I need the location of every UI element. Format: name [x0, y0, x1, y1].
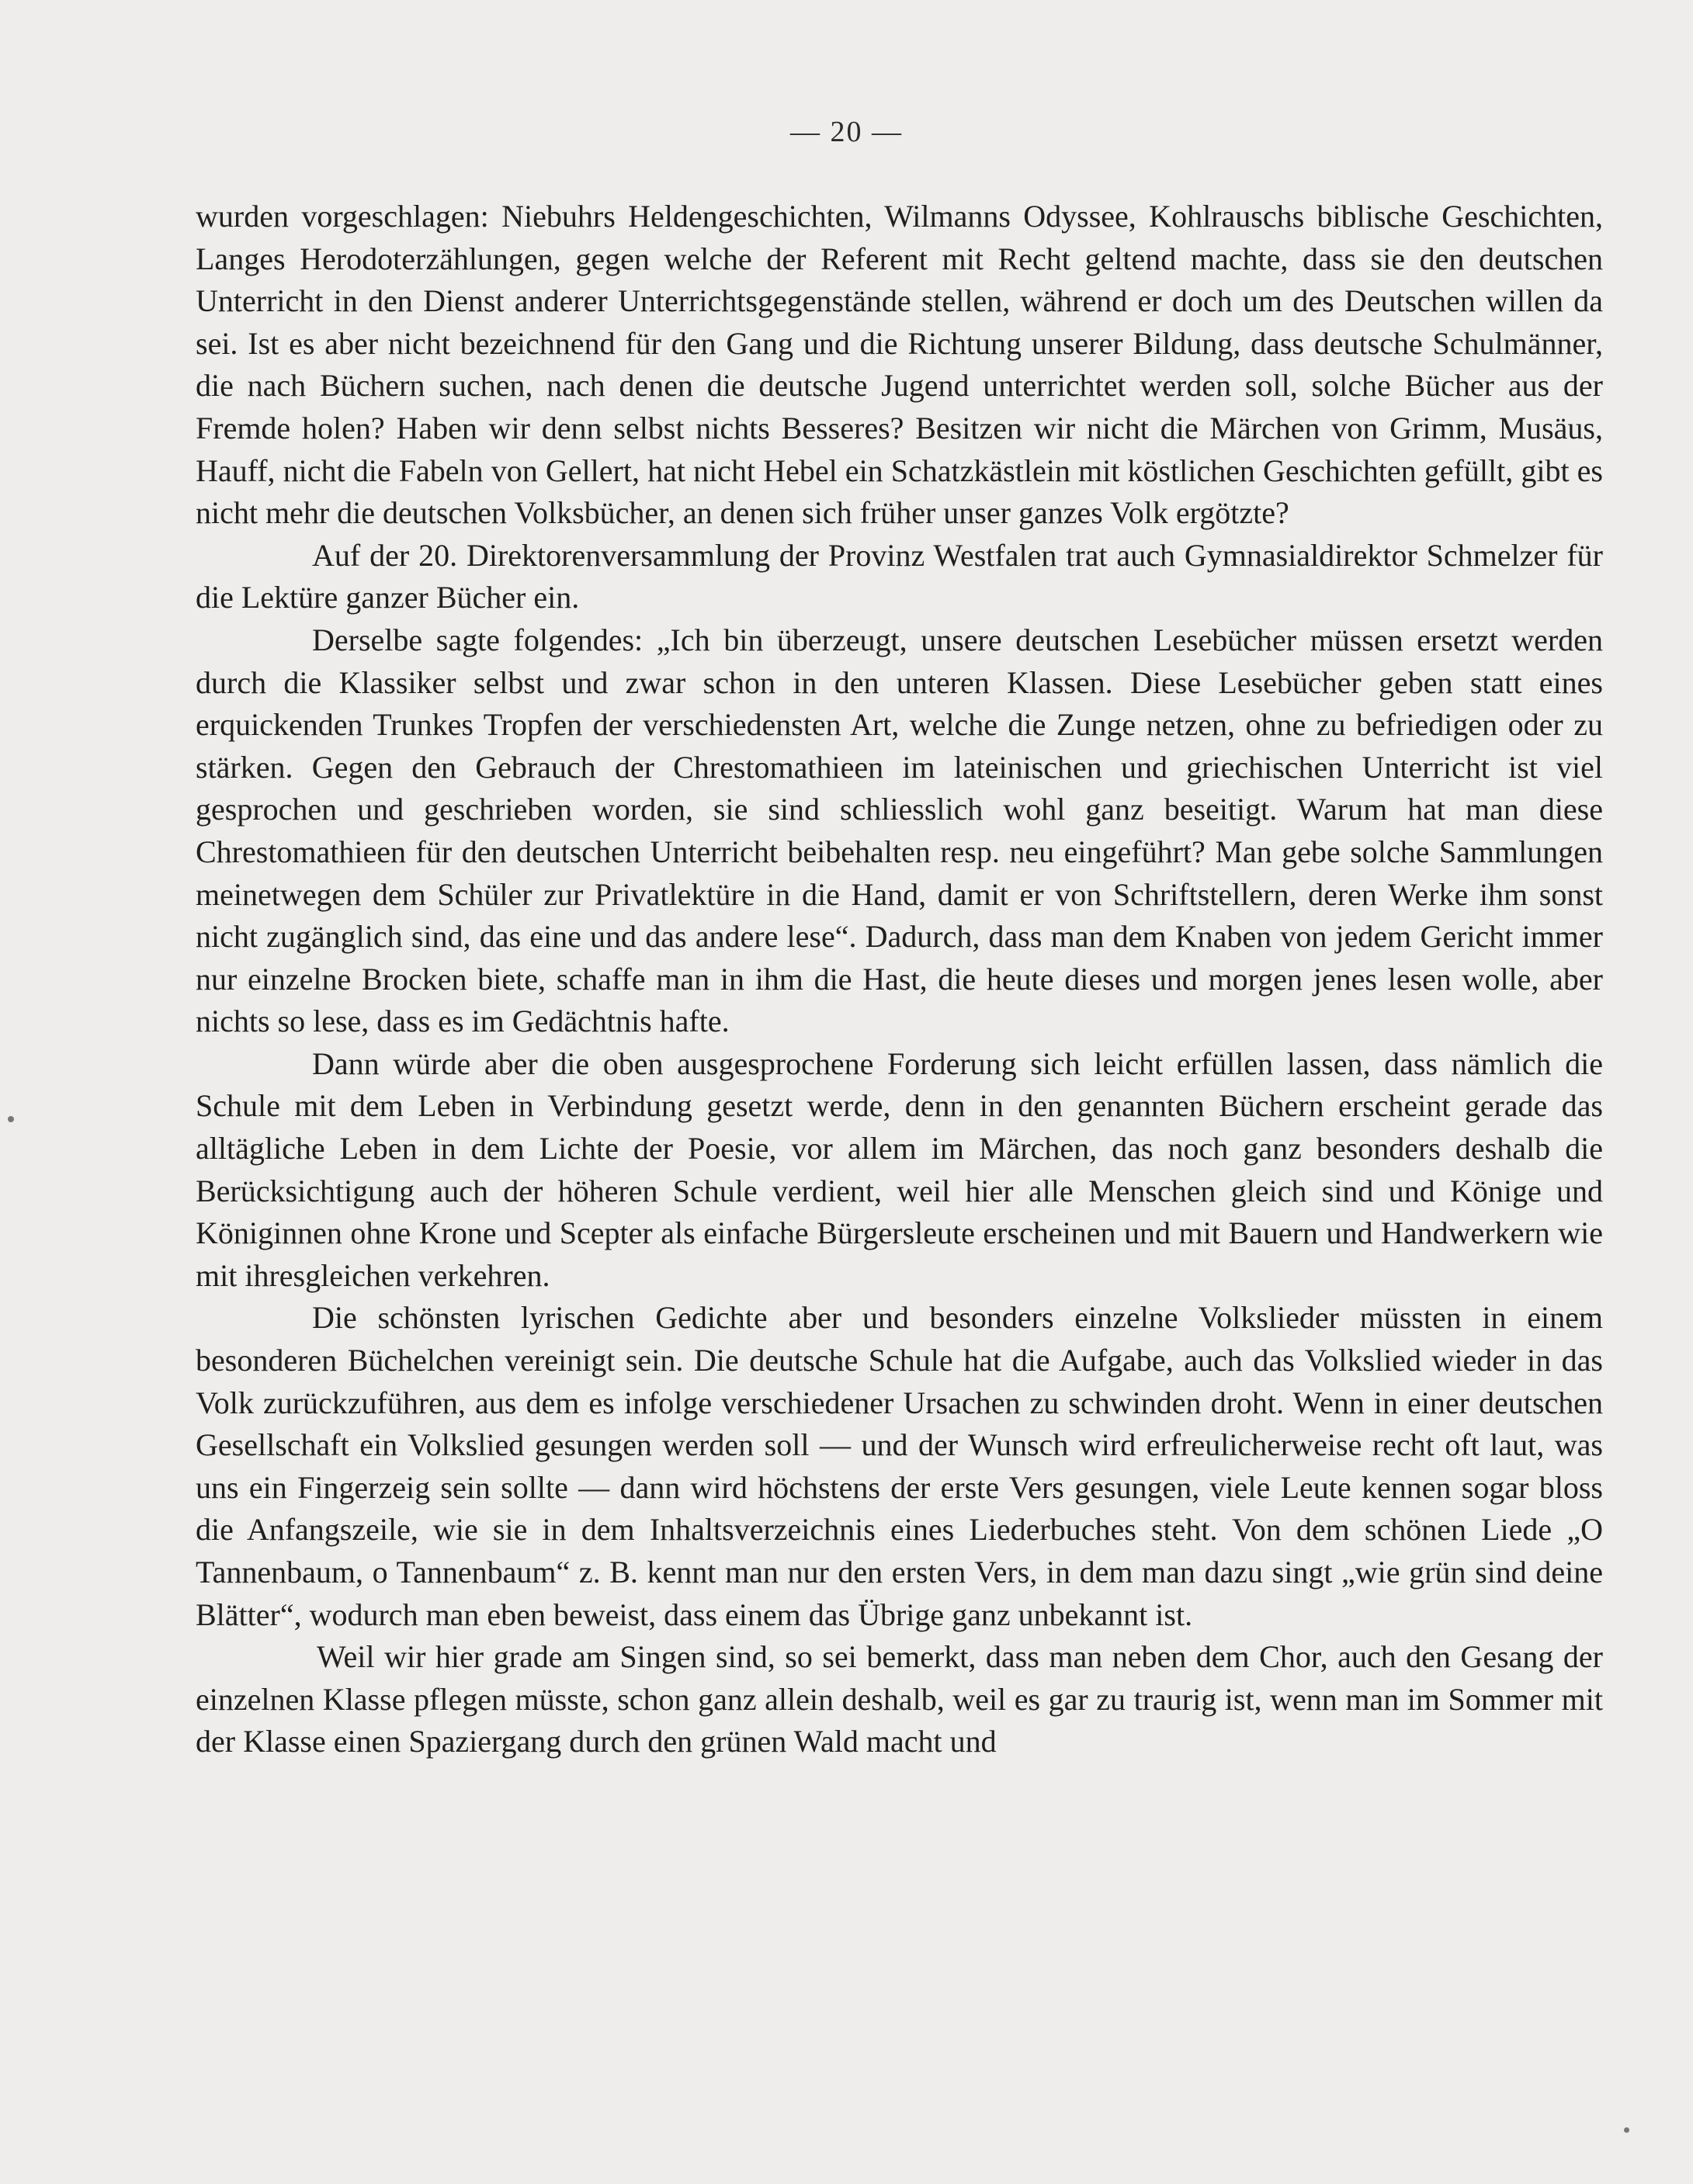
- paragraph: Weil wir hier grade am Singen sind, so sei bemerkt, dass man neben dem Chor, auch den Gesang der einzelnen Klasse pflegen müsste, schon ganz allein deshalb, weil es gar zu traurig ist, wenn man im Sommer mit der Klasse einen Spaziergang durch den grünen Wald macht und: [196, 1639, 1603, 1759]
- page-number: — 20 —: [790, 116, 903, 148]
- paragraph: Auf der 20. Direktorenversammlung der Provinz Westfalen trat auch Gymnasialdirektor Schmelzer für die Lektüre ganzer Bücher ein.: [196, 537, 1603, 615]
- body-text: [196, 196, 1603, 1763]
- paragraph: Dann würde aber die oben ausgesprochene Forderung sich leicht erfüllen lassen, dass nämlich die Schule mit dem Leben in Verbindung gesetzt werde, denn in den genannten Büchern erscheint gerade das alltägliche Leben in dem Lichte der Poesie, vor allem im Märchen, das noch ganz besonders deshalb die Berücksichtigung auch der höheren Schule verdient, weil hier alle Menschen gleich sind und Könige und Königinnen ohne Krone und Scepter als einfache Bürgersleute erscheinen und mit Bauern und Handwerkern wie mit ihresgleichen verkehren.: [196, 1045, 1603, 1293]
- paragraph: Derselbe sagte folgendes: „Ich bin überzeugt, unsere deutschen Lesebücher müssen ersetzt werden durch die Klassiker selbst und zwar schon in den unteren Klassen. Diese Lesebücher geben statt eines erquickenden Trunkes Tropfen der verschiedensten Art, welche die Zunge netzen, ohne zu befriedigen oder zu stärken. Gegen den Gebrauch der Chrestomathieen im lateinischen und griechischen Unterricht ist viel gesprochen und geschrieben worden, sie sind schliesslich wohl ganz beseitigt. Warum hat man diese Chrestomathieen für den deutschen Unterricht beibehalten resp. neu eingeführt? Man gebe solche Sammlungen meinetwegen dem Schüler zur Privatlektüre in die Hand, damit er von Schriftstellern, deren Werke ihm sonst nicht zugänglich sind, das eine und das andere lese“. Dadurch, dass man dem Knaben von jedem Gericht immer nur einzelne Brocken biete, schaffe man in ihm die Hast, die heute dieses und morgen jenes lesen wolle, aber nichts so lese, dass es im Gedächtnis hafte.: [196, 622, 1603, 1039]
- paragraph: wurden vorgeschlagen: Niebuhrs Heldengeschichten, Wilmanns Odyssee, Kohlrauschs biblische Geschichten, Langes Herodoterzählungen, gegen welche der Referent mit Recht geltend machte, dass sie den deutschen Unterricht in den Dienst anderer Unterrichtsgegenstände stellen, während er doch um des Deutschen willen da sei. Ist es aber nicht bezeichnend für den Gang und die Richtung unserer Bildung, dass deutsche Schulmänner, die nach Büchern suchen, nach denen die deutsche Jugend unterrichtet werden soll, solche Bücher aus der Fremde holen? Haben wir denn selbst nichts Besseres? Besitzen wir nicht die Märchen von Grimm, Musäus, Hauff, nicht die Fabeln von Gellert, hat nicht Hebel ein Schatzkästlein mit köstlichen Geschichten gefüllt, gibt es nicht mehr die deutschen Volksbücher, an denen sich früher unser ganzes Volk ergötzte?: [196, 199, 1603, 531]
- scan-speck: [1624, 2127, 1629, 2133]
- paragraph: Die schönsten lyrischen Gedichte aber und besonders einzelne Volkslieder müssten in einem besonderen Büchelchen vereinigt sein. Die deutsche Schule hat die Aufgabe, auch das Volkslied wieder in das Volk zurückzuführen, aus dem es infolge verschiedener Ursachen zu schwinden droht. Wenn in einer deutschen Gesellschaft ein Volkslied gesungen werden soll — und der Wunsch wird erfreulicherweise recht oft laut, was uns ein Fingerzeig sein sollte — dann wird höchstens der erste Vers gesungen, viele Leute kennen sogar bloss die Anfangszeile, wie sie in dem Inhaltsverzeichnis eines Liederbuches steht. Von dem schönen Liede „O Tannenbaum, o Tannenbaum“ z. B. kennt man nur den ersten Vers, in dem man dazu singt „wie grün sind deine Blätter“, wodurch man eben beweist, dass einem das Übrige ganz unbekannt ist.: [196, 1300, 1603, 1632]
- scan-speck: [8, 1116, 14, 1122]
